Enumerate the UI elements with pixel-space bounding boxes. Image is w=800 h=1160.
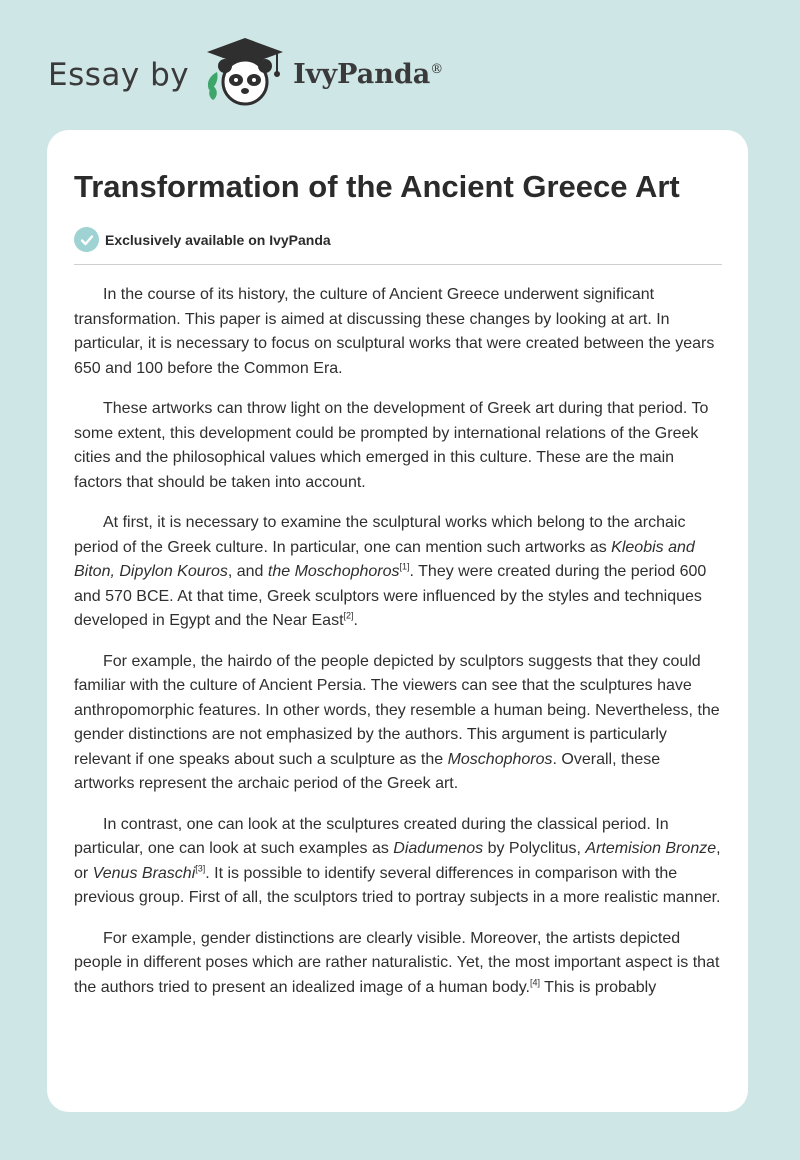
essay-title: Transformation of the Ancient Greece Art	[74, 169, 680, 204]
exclusive-badge-label: Exclusively available on IvyPanda	[105, 231, 331, 248]
essay-body	[74, 283, 722, 1000]
essay-paragraph	[74, 927, 722, 1001]
artwork-title: Diadumenos	[393, 840, 484, 857]
footnote-reference[interactable]: [1]	[399, 561, 410, 572]
artwork-title: Artemision Bronze	[585, 840, 717, 857]
paragraph-text: by Polyclitus,	[483, 840, 586, 857]
paragraph-text: , or	[74, 840, 721, 882]
essay-paragraph	[74, 813, 722, 911]
paragraph-text: In the course of its history, the culture of Ancient Greece underwent significant transformation. This paper is aimed at discussing these changes by looking at art. In particular, it is necessary to focus on sculptural works that were created between the years 650 and 100 before the Common Era.	[74, 286, 715, 377]
essay-paragraph	[74, 650, 722, 797]
artwork-title: the Moschophoros	[267, 563, 400, 580]
exclusive-badge	[74, 227, 722, 252]
essay-paragraph	[74, 397, 722, 495]
paragraph-text: At first, it is necessary to examine the sculptural works which belong to the archaic period of the Greek culture. In particular, one can mention such artworks as	[74, 514, 686, 556]
ivypanda-wordmark[interactable]	[293, 59, 443, 90]
registered-mark: ®	[430, 62, 444, 77]
paragraph-text: These artworks can throw light on the development of Greek art during that period. To some extent, this development could be prompted by international relations of the Greek cities and the philosophical values which emerged in this culture. These are the main factors that should be taken into account.	[74, 400, 709, 491]
essay-card	[47, 130, 748, 1112]
footnote-reference[interactable]: [4]	[530, 977, 541, 988]
essay-by-label: Essay by	[48, 56, 190, 93]
artwork-title: Venus Braschi	[92, 864, 196, 882]
paragraph-text: , and	[227, 563, 268, 580]
panda-logo-icon[interactable]	[203, 36, 287, 113]
paragraph-text: . It is possible to identify several differences in comparison with the previous group. First of all, the sculptors tried to portray subjects in a more realistic manner.	[74, 864, 721, 906]
paragraph-text: . Overall, these artworks represent the archaic period of the Greek art.	[74, 750, 661, 792]
footnote-reference[interactable]: [3]	[195, 863, 206, 874]
title-divider	[74, 264, 722, 265]
paragraph-text: For example, the hairdo of the people depicted by sculptors suggests that they could familiar with the culture of Ancient Persia. The viewers can see that the sculptures have anthropomorphic features. In other words, they resemble a human being. Nevertheless, the gender distinctions are not emphasized by the authors. This argument is particularly relevant if one speaks about such a sculpture as the	[74, 652, 720, 768]
essay-paragraph	[74, 511, 722, 634]
check-circle-icon	[74, 227, 99, 252]
paragraph-text: .	[353, 612, 358, 629]
paragraph-text: This is probably	[540, 978, 657, 996]
brand-name-text: IvyPanda	[293, 59, 431, 90]
paragraph-text: In contrast, one can look at the sculptures created during the classical period. In particular, one can look at such examples as	[74, 815, 669, 857]
paragraph-text: . They were created during the period 600 and 570 BCE. At that time, Greek sculptors were influenced by the styles and techniques developed in Egypt and the Near East	[74, 563, 707, 629]
essay-paragraph	[74, 283, 722, 381]
site-header	[48, 36, 443, 113]
footnote-reference[interactable]: [2]	[343, 610, 354, 621]
artwork-title: Moschophoros	[447, 750, 553, 768]
artwork-title: Kleobis and Biton, Dipylon Kouros	[74, 538, 695, 580]
paragraph-text: For example, gender distinctions are clearly visible. Moreover, the artists depicted people in different poses which are rather naturalistic. Yet, the most important aspect is that the authors tried to present an idealized image of a human body.	[74, 929, 720, 996]
